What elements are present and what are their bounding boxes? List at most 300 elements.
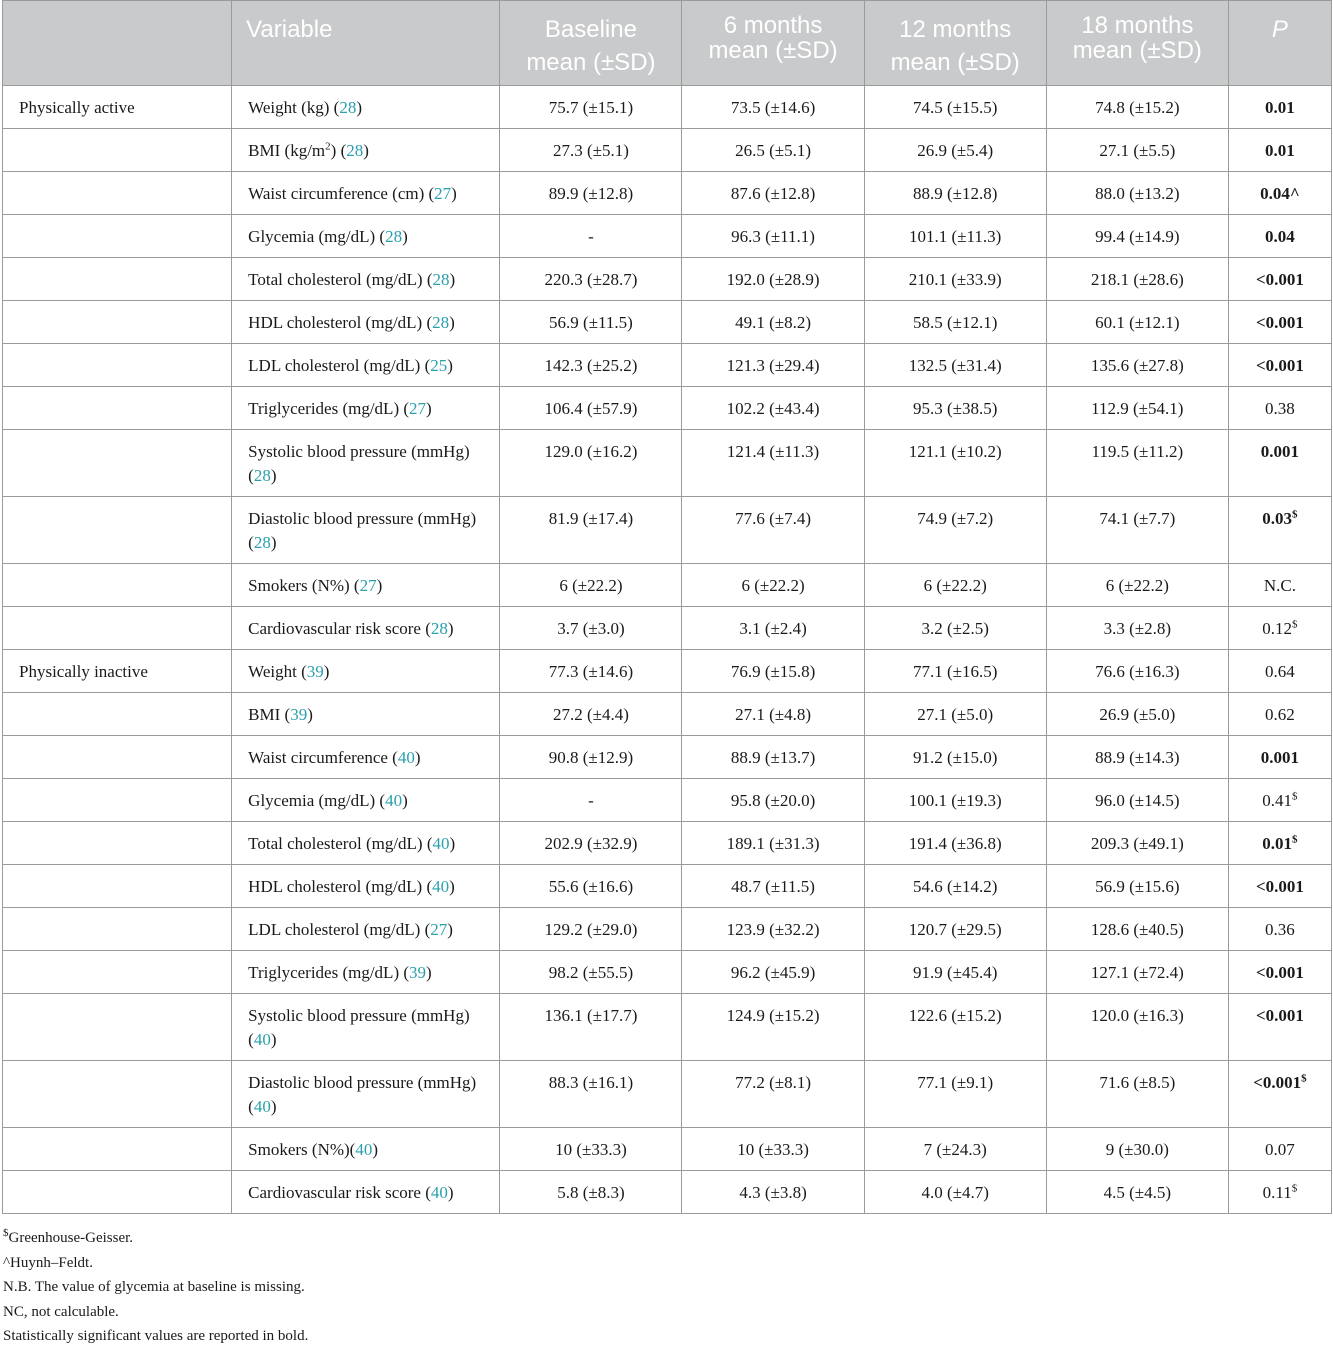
p-value: <0.001 [1255,1006,1304,1025]
group-cell [3,387,232,430]
group-cell [3,301,232,344]
table-row [3,951,1332,994]
variable-label: Weight ( [248,662,307,681]
variable-close-paren: ) [402,791,408,810]
variable-cell [232,258,500,301]
reference-link[interactable]: 28 [432,313,450,332]
variable-close-paren: ) [449,313,455,332]
variable-cell [232,650,500,693]
variable-cell [232,951,500,994]
header-6-months [682,1,864,86]
p-value: <0.001 [1253,1073,1302,1092]
footnote-greenhouse [3,1226,1333,1251]
baseline-cell: 136.1 (±17.7) [500,994,682,1061]
baseline-cell: 106.4 (±57.9) [500,387,682,430]
variable-cell [232,1061,500,1128]
p-value: 0.38 [1265,399,1295,418]
variable-label: Total cholesterol (mg/dL) ( [248,834,433,853]
p-value: 0.01 [1265,141,1295,160]
twelve-month-cell: 58.5 (±12.1) [864,301,1046,344]
baseline-cell: 129.2 (±29.0) [500,908,682,951]
header-6-months-l1: 6 months [723,12,823,39]
twelve-month-cell: 88.9 (±12.8) [864,172,1046,215]
eighteen-month-cell: 27.1 (±5.5) [1046,129,1228,172]
table-row [3,994,1332,1061]
eighteen-month-cell: 96.0 (±14.5) [1046,779,1228,822]
p-value-cell [1228,564,1331,607]
header-baseline [500,1,682,86]
p-value: 0.03 [1262,509,1293,528]
baseline-cell: 90.8 (±12.9) [500,736,682,779]
reference-link[interactable]: 25 [430,356,448,375]
variable-cell [232,1128,500,1171]
variable-cell [232,607,500,650]
reference-link[interactable]: 27 [409,399,427,418]
group-cell [3,607,232,650]
six-month-cell: 27.1 (±4.8) [682,693,864,736]
footnote-missing-glycemia: N.B. The value of glycemia at baseline is missing. [3,1279,305,1295]
variable-cell [232,908,500,951]
table-row [3,387,1332,430]
table-row [3,693,1332,736]
p-value-cell [1228,650,1331,693]
p-value: 0.001 [1260,748,1300,767]
six-month-cell: 49.1 (±8.2) [682,301,864,344]
footnote-huynh: ^Huynh–Feldt. [3,1254,93,1271]
baseline-cell: 27.2 (±4.4) [500,693,682,736]
reference-link[interactable]: 40 [432,877,450,896]
group-cell [3,129,232,172]
twelve-month-cell: 121.1 (±10.2) [864,430,1046,497]
table-row [3,650,1332,693]
group-cell [3,994,232,1061]
variable-label: Systolic blood pressure (mmHg) ( [248,1006,470,1049]
eighteen-month-cell: 26.9 (±5.0) [1046,693,1228,736]
variable-label: HDL cholesterol (mg/dL) ( [248,877,433,896]
baseline-cell: - [500,779,682,822]
variable-cell [232,693,500,736]
header-variable: Variable [232,1,500,86]
reference-link[interactable]: 28 [253,466,271,485]
reference-link[interactable]: 40 [430,1183,448,1202]
eighteen-month-cell: 71.6 (±8.5) [1046,1061,1228,1128]
twelve-month-cell: 26.9 (±5.4) [864,129,1046,172]
group-cell [3,693,232,736]
twelve-month-cell: 77.1 (±16.5) [864,650,1046,693]
variable-label: Diastolic blood pressure (mmHg) ( [248,1073,477,1116]
group-cell [3,822,232,865]
twelve-month-cell: 91.2 (±15.0) [864,736,1046,779]
twelve-month-cell: 3.2 (±2.5) [864,607,1046,650]
variable-cell [232,564,500,607]
variable-close-paren: ) [372,1140,379,1159]
variable-cell [232,86,500,129]
six-month-cell: 4.3 (±3.8) [682,1171,864,1214]
p-value-cell [1228,1061,1331,1128]
p-value: 0.04^ [1260,184,1300,203]
reference-link[interactable]: 39 [306,662,324,681]
twelve-month-cell: 210.1 (±33.9) [864,258,1046,301]
twelve-month-cell: 191.4 (±36.8) [864,822,1046,865]
twelve-month-cell: 74.9 (±7.2) [864,497,1046,564]
six-month-cell: 3.1 (±2.4) [682,607,864,650]
p-value: 0.07 [1265,1140,1295,1159]
twelve-month-cell: 77.1 (±9.1) [864,1061,1046,1128]
baseline-cell: 56.9 (±11.5) [500,301,682,344]
p-value: 0.04 [1265,227,1295,246]
reference-link[interactable]: 40 [253,1030,271,1049]
p-value-superscript: $ [1291,1182,1298,1195]
table-body [3,86,1332,1214]
group-cell [3,430,232,497]
table-footnotes [3,1226,1333,1349]
group-cell [3,1128,232,1171]
variable-cell [232,779,500,822]
p-value: 0.12 [1262,619,1293,638]
six-month-cell: 48.7 (±11.5) [682,865,864,908]
eighteen-month-cell: 120.0 (±16.3) [1046,994,1228,1061]
twelve-month-cell: 101.1 (±11.3) [864,215,1046,258]
six-month-cell: 192.0 (±28.9) [682,258,864,301]
table-row [3,1171,1332,1214]
p-value-cell [1228,430,1331,497]
variable-close-paren: ) [307,705,313,724]
group-cell [3,215,232,258]
baseline-cell: 55.6 (±16.6) [500,865,682,908]
baseline-cell: 10 (±33.3) [500,1128,682,1171]
p-value-cell [1228,693,1331,736]
eighteen-month-cell: 74.8 (±15.2) [1046,86,1228,129]
p-value: 0.01 [1262,834,1293,853]
table-row [3,497,1332,564]
table-row [3,607,1332,650]
six-month-cell: 124.9 (±15.2) [682,994,864,1061]
reference-link[interactable]: 40 [355,1140,373,1159]
header-12-months-l2: mean (±SD) [890,49,1020,76]
group-cell [3,564,232,607]
variable-cell [232,387,500,430]
p-value: <0.001 [1255,963,1304,982]
p-value-cell [1228,736,1331,779]
baseline-cell: 77.3 (±14.6) [500,650,682,693]
eighteen-month-cell: 56.9 (±15.6) [1046,865,1228,908]
baseline-cell: 220.3 (±28.7) [500,258,682,301]
header-baseline-l1: Baseline [544,16,637,43]
table-header [3,1,1332,86]
reference-link[interactable]: 40 [253,1097,271,1116]
reference-link[interactable]: 28 [253,533,271,552]
variable-cell [232,301,500,344]
p-value-cell [1228,779,1331,822]
variable-close-paren: ) [323,662,330,681]
variable-cell [232,736,500,779]
six-month-cell: 87.6 (±12.8) [682,172,864,215]
six-month-cell: 189.1 (±31.3) [682,822,864,865]
variable-close-paren: ) [270,1097,277,1116]
variable-close-paren: ) [447,920,453,939]
variable-cell [232,172,500,215]
variable-label: BMI (kg/m [248,141,326,160]
header-18-months-l2: mean (±SD) [1072,37,1202,64]
variable-close-paren: ) [426,399,432,418]
eighteen-month-cell: 209.3 (±49.1) [1046,822,1228,865]
variable-label: Glycemia (mg/dL) ( [248,791,386,810]
variable-close-paren: ) [449,877,455,896]
reference-link[interactable]: 28 [432,270,450,289]
twelve-month-cell: 132.5 (±31.4) [864,344,1046,387]
twelve-month-cell: 54.6 (±14.2) [864,865,1046,908]
baseline-cell: 142.3 (±25.2) [500,344,682,387]
reference-link[interactable]: 39 [409,963,427,982]
table-row [3,344,1332,387]
variable-label: HDL cholesterol (mg/dL) ( [248,313,433,332]
table-row [3,1061,1332,1128]
variable-cell [232,430,500,497]
six-month-cell: 77.2 (±8.1) [682,1061,864,1128]
six-month-cell: 73.5 (±14.6) [682,86,864,129]
p-value-cell [1228,172,1331,215]
table-row [3,822,1332,865]
p-value: <0.001 [1255,877,1304,896]
p-value-cell [1228,1171,1331,1214]
p-value-cell [1228,387,1331,430]
eighteen-month-cell: 119.5 (±11.2) [1046,430,1228,497]
reference-link[interactable]: 28 [385,227,403,246]
p-value-superscript: $ [1292,833,1298,846]
twelve-month-cell: 6 (±22.2) [864,564,1046,607]
table-row [3,1128,1332,1171]
table-row [3,736,1332,779]
twelve-month-cell: 100.1 (±19.3) [864,779,1046,822]
six-month-cell: 26.5 (±5.1) [682,129,864,172]
baseline-cell: 81.9 (±17.4) [500,497,682,564]
header-18-months-l1: 18 months [1081,12,1194,39]
group-cell: Physically active [3,86,232,129]
table-row [3,301,1332,344]
variable-close-paren: ) [270,1030,277,1049]
p-value: 0.11 [1262,1183,1292,1202]
variable-label: Glycemia (mg/dL) ( [248,227,386,246]
footnote-dollar-mark: $ [3,1227,9,1239]
p-value: 0.01 [1265,98,1295,117]
variable-label: Total cholesterol (mg/dL) ( [248,270,433,289]
variable-label: LDL cholesterol (mg/dL) ( [248,356,431,375]
eighteen-month-cell: 60.1 (±12.1) [1046,301,1228,344]
p-value-cell [1228,951,1331,994]
reference-link[interactable]: 40 [397,748,415,767]
baseline-cell: 6 (±22.2) [500,564,682,607]
p-value-superscript: $ [1292,790,1298,803]
reference-link[interactable]: 27 [434,184,452,203]
p-value-cell [1228,129,1331,172]
variable-close-paren: ) [426,963,432,982]
eighteen-month-cell: 127.1 (±72.4) [1046,951,1228,994]
eighteen-month-cell: 88.9 (±14.3) [1046,736,1228,779]
baseline-cell: 88.3 (±16.1) [500,1061,682,1128]
variable-label-after: ) ( [330,141,347,160]
variable-label: Cardiovascular risk score ( [248,1183,431,1202]
variable-label: Triglycerides (mg/dL) ( [248,399,410,418]
eighteen-month-cell: 6 (±22.2) [1046,564,1228,607]
variable-label: Smokers (N%)( [248,1140,356,1159]
table-row [3,258,1332,301]
p-value-cell [1228,908,1331,951]
variable-label: Waist circumference (cm) ( [248,184,435,203]
p-value-cell [1228,258,1331,301]
variable-label: Smokers (N%) ( [248,576,360,595]
p-value: <0.001 [1255,270,1304,289]
baseline-cell: 3.7 (±3.0) [500,607,682,650]
six-month-cell: 121.4 (±11.3) [682,430,864,497]
p-value-cell [1228,865,1331,908]
eighteen-month-cell: 218.1 (±28.6) [1046,258,1228,301]
variable-close-paren: ) [447,619,454,638]
p-value-cell [1228,1128,1331,1171]
variable-label: Waist circumference ( [248,748,398,767]
six-month-cell: 77.6 (±7.4) [682,497,864,564]
six-month-cell: 121.3 (±29.4) [682,344,864,387]
variable-cell [232,865,500,908]
group-cell [3,908,232,951]
baseline-cell: 75.7 (±15.1) [500,86,682,129]
group-cell [3,344,232,387]
variable-close-paren: ) [363,141,369,160]
table-row [3,908,1332,951]
p-value-cell [1228,86,1331,129]
p-value: 0.62 [1265,705,1295,724]
p-value: N.C. [1263,576,1296,595]
variable-close-paren: ) [402,227,408,246]
group-cell [3,1171,232,1214]
variable-label: Weight (kg) ( [248,98,340,117]
six-month-cell: 123.9 (±32.2) [682,908,864,951]
variable-close-paren: ) [270,533,277,552]
table-row [3,779,1332,822]
group-cell: Physically inactive [3,650,232,693]
twelve-month-cell: 95.3 (±38.5) [864,387,1046,430]
eighteen-month-cell: 3.3 (±2.8) [1046,607,1228,650]
variable-label: Cardiovascular risk score ( [248,619,431,638]
variable-cell [232,1171,500,1214]
six-month-cell: 10 (±33.3) [682,1128,864,1171]
results-table [2,0,1332,1214]
variable-close-paren: ) [451,184,457,203]
baseline-cell: 98.2 (±55.5) [500,951,682,994]
eighteen-month-cell: 135.6 (±27.8) [1046,344,1228,387]
group-cell [3,497,232,564]
variable-cell [232,497,500,564]
p-value: <0.001 [1255,356,1304,375]
table-row [3,215,1332,258]
footnote-greenhouse-text: Greenhouse-Geisser. [8,1230,134,1246]
variable-close-paren: ) [449,834,456,853]
p-value-cell [1228,822,1331,865]
six-month-cell: 96.2 (±45.9) [682,951,864,994]
reference-link[interactable]: 27 [430,920,448,939]
table-row [3,172,1332,215]
header-baseline-l2: mean (±SD) [526,49,656,76]
variable-label: LDL cholesterol (mg/dL) ( [248,920,431,939]
variable-cell [232,822,500,865]
header-group [3,1,232,86]
variable-unit-superscript: 2 [325,140,331,153]
footnote-bold: Statistically significant values are reported in bold. [3,1328,309,1344]
group-cell [3,736,232,779]
footnote-nc: NC, not calculable. [3,1303,119,1320]
variable-cell [232,129,500,172]
variable-close-paren: ) [449,270,456,289]
six-month-cell: 88.9 (±13.7) [682,736,864,779]
reference-link[interactable]: 40 [432,834,450,853]
eighteen-month-cell: 128.6 (±40.5) [1046,908,1228,951]
six-month-cell: 96.3 (±11.1) [682,215,864,258]
eighteen-month-cell: 9 (±30.0) [1046,1128,1228,1171]
variable-close-paren: ) [447,1183,454,1202]
baseline-cell: 202.9 (±32.9) [500,822,682,865]
group-cell [3,865,232,908]
p-value: 0.001 [1260,442,1300,461]
p-value-cell [1228,607,1331,650]
reference-link[interactable]: 28 [430,619,448,638]
reference-link[interactable]: 39 [290,705,308,724]
table-row [3,865,1332,908]
table-row [3,86,1332,129]
baseline-cell: 89.9 (±12.8) [500,172,682,215]
baseline-cell: 129.0 (±16.2) [500,430,682,497]
variable-close-paren: ) [447,356,453,375]
header-18-months [1046,1,1228,86]
eighteen-month-cell: 112.9 (±54.1) [1046,387,1228,430]
p-value-cell [1228,215,1331,258]
p-value-superscript: $ [1292,618,1298,631]
group-cell [3,1061,232,1128]
header-row [3,1,1332,86]
group-cell [3,172,232,215]
variable-close-paren: ) [376,576,383,595]
variable-label: Diastolic blood pressure (mmHg) ( [248,509,477,552]
variable-close-paren: ) [414,748,421,767]
p-value: 0.64 [1265,662,1295,681]
p-value-cell [1228,301,1331,344]
twelve-month-cell: 4.0 (±4.7) [864,1171,1046,1214]
p-value: <0.001 [1255,313,1304,332]
twelve-month-cell: 7 (±24.3) [864,1128,1046,1171]
table-row [3,430,1332,497]
eighteen-month-cell: 74.1 (±7.7) [1046,497,1228,564]
header-12-months-l1: 12 months [899,16,1012,43]
group-cell [3,951,232,994]
p-value-superscript: $ [1292,508,1298,521]
eighteen-month-cell: 76.6 (±16.3) [1046,650,1228,693]
reference-link[interactable]: 27 [359,576,377,595]
header-6-months-l2: mean (±SD) [708,37,838,64]
header-p: P [1228,1,1331,86]
baseline-cell: 27.3 (±5.1) [500,129,682,172]
p-value: 0.41 [1262,791,1293,810]
reference-link[interactable]: 28 [346,141,364,160]
group-cell [3,258,232,301]
six-month-cell: 6 (±22.2) [682,564,864,607]
variable-label: Triglycerides (mg/dL) ( [248,963,410,982]
twelve-month-cell: 27.1 (±5.0) [864,693,1046,736]
eighteen-month-cell: 88.0 (±13.2) [1046,172,1228,215]
eighteen-month-cell: 99.4 (±14.9) [1046,215,1228,258]
baseline-cell: 5.8 (±8.3) [500,1171,682,1214]
twelve-month-cell: 74.5 (±15.5) [864,86,1046,129]
reference-link[interactable]: 28 [339,98,357,117]
reference-link[interactable]: 40 [385,791,403,810]
group-cell [3,779,232,822]
